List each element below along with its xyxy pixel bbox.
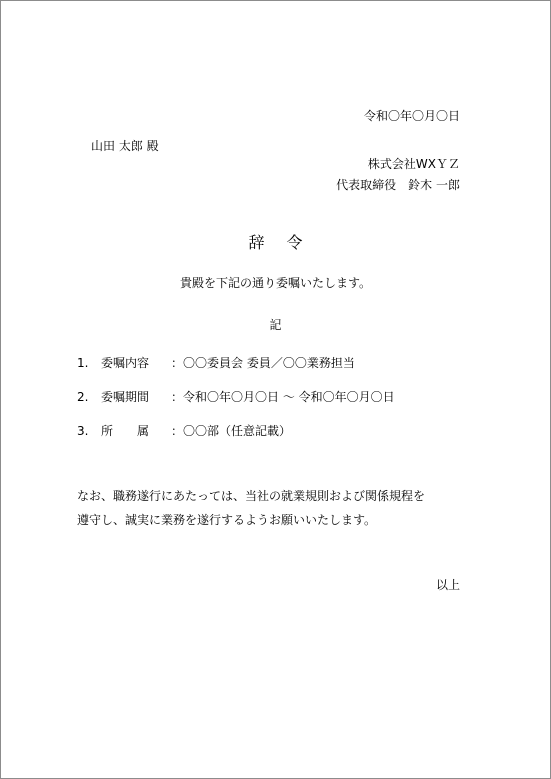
note-line-1: なお、職務遂行にあたっては、当社の就業規則および関係規程を [77, 489, 426, 503]
item-number: 3. [77, 424, 89, 438]
recipient-name: 山田 太郎 殿 [91, 139, 159, 153]
note-line-2: 遵守し、誠実に業務を遂行するようお願いいたします。 [77, 513, 377, 527]
item-label: 委嘱期間 [101, 390, 150, 404]
list-item [77, 424, 291, 438]
item-number: 2. [77, 390, 89, 404]
item-label: 所 属 [101, 424, 150, 438]
title-part-1: 辞 [248, 233, 265, 252]
document-title [1, 234, 550, 252]
issuer-representative: 代表取締役 鈴木 一郎 [336, 178, 460, 192]
item-value: ：〇〇部（任意記載） [171, 424, 292, 438]
item-label: 委嘱内容 [101, 356, 150, 370]
title-part-2: 令 [286, 233, 303, 252]
closing-ijo: 以上 [435, 578, 460, 592]
issuer-company: 株式会社WXＹＺ [367, 157, 460, 171]
issue-date: 令和〇年〇月〇日 [363, 109, 460, 123]
list-item [77, 356, 355, 370]
list-item [77, 390, 395, 404]
lead-sentence: 貴殿を下記の通り委嘱いたします。 [179, 276, 372, 290]
item-value: ：〇〇委員会 委員／〇〇業務担当 [171, 356, 355, 370]
item-value: ：令和〇年〇月〇日 ～ 令和〇年〇月〇日 [171, 390, 395, 404]
item-number: 1. [77, 356, 89, 370]
ki-heading: 記 [269, 318, 282, 332]
